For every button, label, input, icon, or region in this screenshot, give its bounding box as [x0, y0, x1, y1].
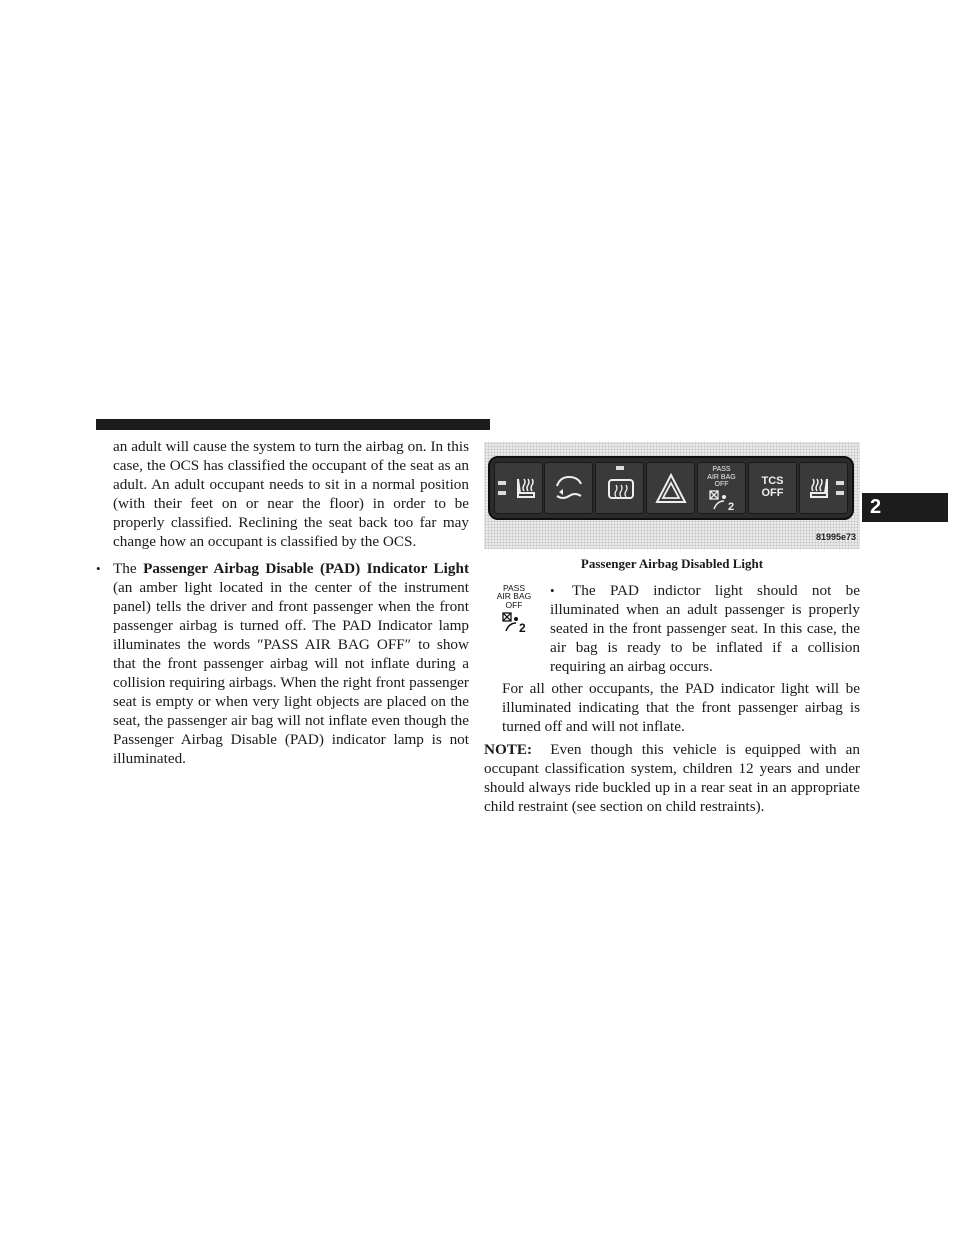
body-paragraph: an adult will cause the system to turn the airbag on. In this case, the OCS has classified the occupant of the seat as an adult. An adult occupant needs to sit in a normal position (with their feet on or near the floor) in order to be properly classified. Reclining the seat back too far may change how an occupant is classified by the OCS. — [113, 438, 469, 550]
heated-seat-icon — [805, 475, 835, 505]
pad-bullet-text: The PAD indictor light should not be illuminated when an adult passenger is properly seated in the front passenger seat. In this case, the air bag is ready to be inflated if a collision requiring an airbag occurs. — [550, 581, 860, 675]
left-column — [96, 438, 469, 777]
pad-bullet-paragraph — [502, 582, 860, 677]
heated-seat-icon — [510, 475, 540, 505]
note-paragraph — [484, 741, 860, 817]
switch-panel-figure — [484, 442, 860, 549]
figure-code: 81995e73 — [815, 532, 856, 543]
indicator-led — [498, 481, 506, 485]
recirculation-button — [544, 462, 593, 514]
tcs-off-button — [748, 462, 797, 514]
pad-indicator-icon: PASS AIR BAG OFF 2 — [496, 582, 532, 634]
indicator-led — [836, 481, 844, 485]
indicator-led — [498, 491, 506, 495]
note-text: Even though this vehicle is equipped with an occupant classification system, children 12 years and under should always ride buckled up in a rear seat in an appropriate child restraint (see section on child restraints). — [484, 741, 860, 815]
passenger-airbag-off-icon — [708, 489, 738, 511]
tcs-label: TCS OFF — [761, 475, 784, 499]
svg-text:2: 2 — [728, 501, 735, 511]
hazard-icon — [654, 472, 688, 506]
note-label: NOTE: — [484, 741, 533, 759]
pad-bullet-block — [484, 582, 860, 677]
right-column — [484, 442, 860, 817]
hazard-button — [646, 462, 695, 514]
chapter-tab: 2 — [862, 493, 948, 522]
pad-bullet-paragraph — [96, 560, 469, 768]
bullet-lead: The — [113, 560, 137, 578]
svg-text:2: 2 — [519, 621, 526, 634]
indicator-led — [616, 466, 624, 470]
other-occupants-paragraph: For all other occupants, the PAD indicator light will be illuminated indicating that the front passenger airbag is turned off and will not inflate. — [502, 680, 860, 736]
bullet-marker: • — [550, 582, 555, 598]
pad-label: PASS AIR BAG OFF — [707, 466, 736, 488]
pad-indicator-button — [697, 462, 746, 514]
figure-caption: Passenger Airbag Disabled Light — [580, 556, 764, 571]
switch-panel — [488, 456, 854, 520]
indicator-led — [836, 491, 844, 495]
bullet-text: (an amber light located in the center of the instrument panel) tells the driver and front passenger when the front passenger airbag is turned off. The PAD Indicator lamp illuminates the words ″PASS AIR BAG OFF″ to show that the front passenger airbag will not inflate during a collision requiring airbags. When the right front passenger seat is empty or when very light objects are placed on the seat, the passenger air bag will not inflate even though the Passenger Airbag Disable (PAD) indicator lamp is not illuminated. — [113, 579, 469, 767]
heated-seat-right-button — [799, 462, 848, 514]
bold-term: Passenger Airbag Disable (PAD) Indicator Light — [143, 560, 469, 578]
recirculation-icon — [551, 474, 587, 504]
heated-seat-left-button — [494, 462, 543, 514]
rear-defrost-button — [595, 462, 644, 514]
rear-defrost-icon — [606, 477, 636, 505]
bullet-marker: • — [96, 561, 101, 577]
top-rule — [96, 419, 490, 430]
